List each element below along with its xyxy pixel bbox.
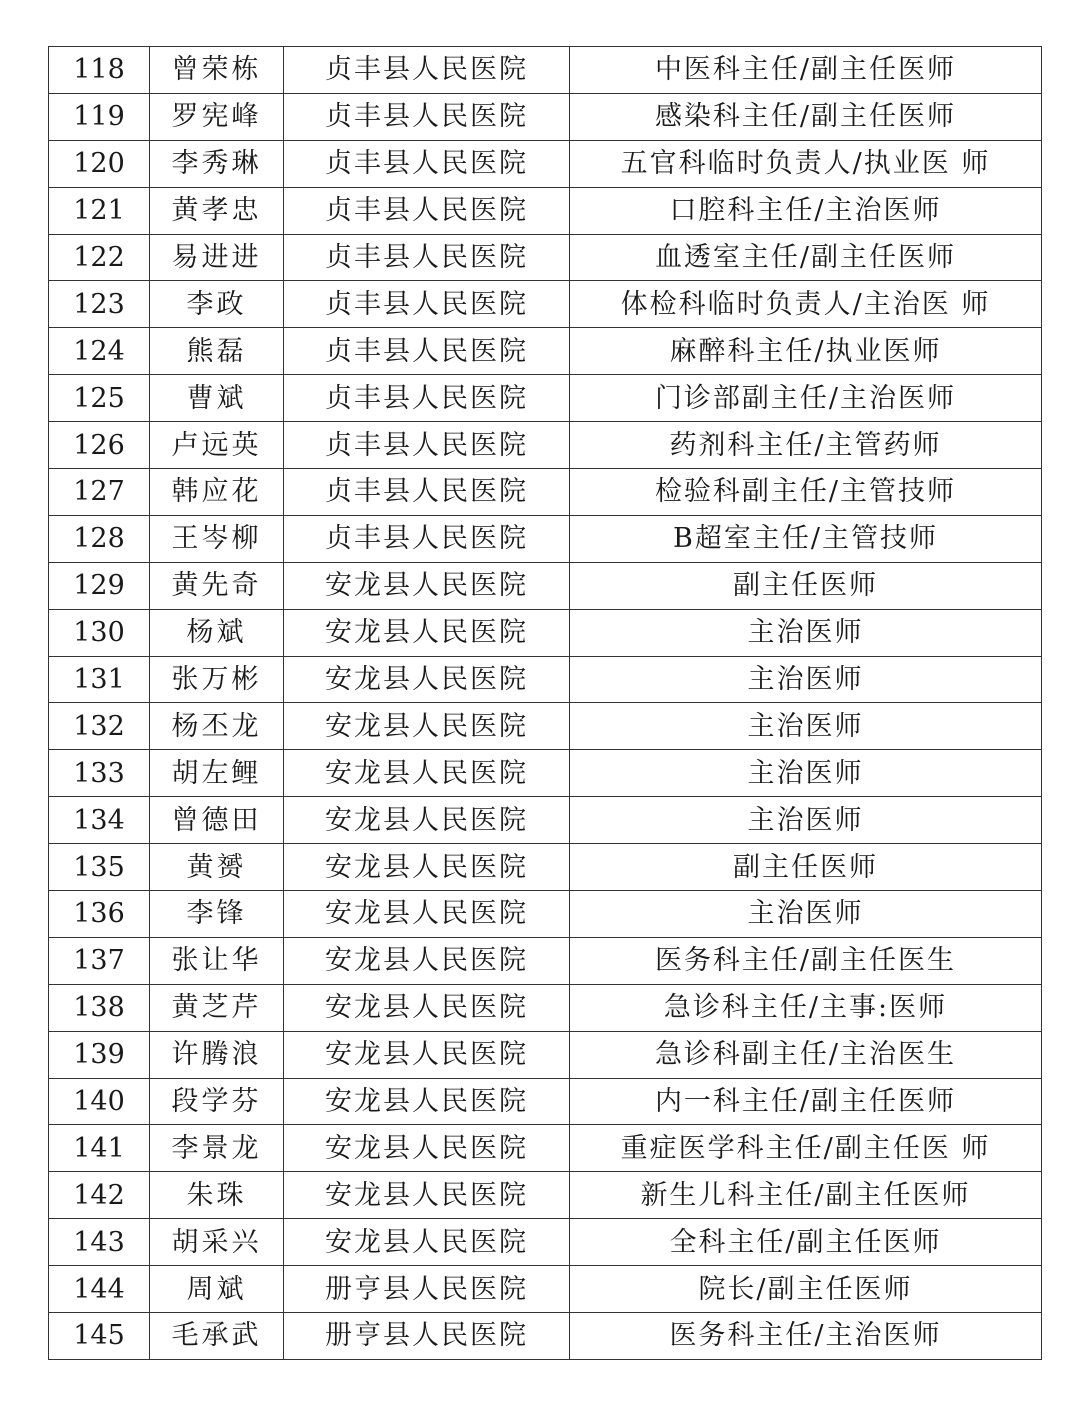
table-row: [49, 750, 1042, 797]
hospital-cell: 安龙县人民医院: [284, 1172, 570, 1219]
serial-number-cell: 127: [49, 469, 150, 516]
table-row: [49, 937, 1042, 984]
hospital-cell: 安龙县人民医院: [284, 562, 570, 609]
table-row: [49, 422, 1042, 469]
table-row: [49, 1125, 1042, 1172]
person-name-cell: 韩应花: [150, 469, 284, 516]
hospital-cell: 贞丰县人民医院: [284, 375, 570, 422]
serial-number-cell: 137: [49, 937, 150, 984]
hospital-cell: 安龙县人民医院: [284, 891, 570, 938]
table-row: [49, 93, 1042, 140]
table-row: [49, 609, 1042, 656]
table-row: [49, 984, 1042, 1031]
hospital-cell: 贞丰县人民医院: [284, 47, 570, 94]
position-title-cell: 急诊科主任/主事:医师: [570, 984, 1042, 1031]
serial-number-cell: 119: [49, 93, 150, 140]
person-name-cell: 罗宪峰: [150, 93, 284, 140]
person-name-cell: 黄芝芹: [150, 984, 284, 1031]
person-name-cell: 朱珠: [150, 1172, 284, 1219]
person-name-cell: 黄先奇: [150, 562, 284, 609]
staff-roster-table: [48, 46, 1042, 1360]
table-row: [49, 328, 1042, 375]
position-title-cell: B超室主任/主管技师: [570, 515, 1042, 562]
person-name-cell: 张让华: [150, 937, 284, 984]
table-row: [49, 47, 1042, 94]
table-row: [49, 187, 1042, 234]
table-row: [49, 1266, 1042, 1313]
serial-number-cell: 136: [49, 891, 150, 938]
serial-number-cell: 138: [49, 984, 150, 1031]
hospital-cell: 贞丰县人民医院: [284, 515, 570, 562]
serial-number-cell: 129: [49, 562, 150, 609]
position-title-cell: 主治医师: [570, 609, 1042, 656]
position-title-cell: 内一科主任/副主任医师: [570, 1078, 1042, 1125]
serial-number-cell: 126: [49, 422, 150, 469]
table-row: [49, 1172, 1042, 1219]
position-title-cell: 院长/副主任医师: [570, 1266, 1042, 1313]
position-title-cell: 感染科主任/副主任医师: [570, 93, 1042, 140]
person-name-cell: 李锋: [150, 891, 284, 938]
table-row: [49, 656, 1042, 703]
serial-number-cell: 124: [49, 328, 150, 375]
table-row: [49, 281, 1042, 328]
hospital-cell: 安龙县人民医院: [284, 609, 570, 656]
table-row: [49, 1078, 1042, 1125]
serial-number-cell: 125: [49, 375, 150, 422]
person-name-cell: 曾德田: [150, 797, 284, 844]
person-name-cell: 毛承武: [150, 1313, 284, 1360]
serial-number-cell: 142: [49, 1172, 150, 1219]
person-name-cell: 李景龙: [150, 1125, 284, 1172]
table-row: [49, 1313, 1042, 1360]
hospital-cell: 贞丰县人民医院: [284, 469, 570, 516]
roster-body: [49, 47, 1042, 1360]
serial-number-cell: 145: [49, 1313, 150, 1360]
hospital-cell: 安龙县人民医院: [284, 984, 570, 1031]
serial-number-cell: 132: [49, 703, 150, 750]
hospital-cell: 安龙县人民医院: [284, 844, 570, 891]
serial-number-cell: 144: [49, 1266, 150, 1313]
hospital-cell: 贞丰县人民医院: [284, 234, 570, 281]
position-title-cell: 五官科临时负责人/执业医 师: [570, 140, 1042, 187]
person-name-cell: 许腾浪: [150, 1031, 284, 1078]
position-title-cell: 中医科主任/副主任医师: [570, 47, 1042, 94]
position-title-cell: 检验科副主任/主管技师: [570, 469, 1042, 516]
position-title-cell: 主治医师: [570, 703, 1042, 750]
position-title-cell: 主治医师: [570, 656, 1042, 703]
table-row: [49, 1219, 1042, 1266]
table-row: [49, 515, 1042, 562]
hospital-cell: 贞丰县人民医院: [284, 422, 570, 469]
position-title-cell: 医务科主任/副主任医生: [570, 937, 1042, 984]
person-name-cell: 易进进: [150, 234, 284, 281]
table-row: [49, 234, 1042, 281]
hospital-cell: 贞丰县人民医院: [284, 93, 570, 140]
table-row: [49, 1031, 1042, 1078]
person-name-cell: 杨丕龙: [150, 703, 284, 750]
hospital-cell: 贞丰县人民医院: [284, 187, 570, 234]
table-row: [49, 891, 1042, 938]
position-title-cell: 血透室主任/副主任医师: [570, 234, 1042, 281]
serial-number-cell: 141: [49, 1125, 150, 1172]
table-row: [49, 375, 1042, 422]
hospital-cell: 安龙县人民医院: [284, 797, 570, 844]
table-row: [49, 562, 1042, 609]
position-title-cell: 口腔科主任/主治医师: [570, 187, 1042, 234]
hospital-cell: 贞丰县人民医院: [284, 140, 570, 187]
hospital-cell: 安龙县人民医院: [284, 1031, 570, 1078]
person-name-cell: 李秀琳: [150, 140, 284, 187]
serial-number-cell: 134: [49, 797, 150, 844]
person-name-cell: 段学芬: [150, 1078, 284, 1125]
person-name-cell: 卢远英: [150, 422, 284, 469]
serial-number-cell: 128: [49, 515, 150, 562]
position-title-cell: 全科主任/副主任医师: [570, 1219, 1042, 1266]
table-row: [49, 797, 1042, 844]
position-title-cell: 麻醉科主任/执业医师: [570, 328, 1042, 375]
position-title-cell: 门诊部副主任/主治医师: [570, 375, 1042, 422]
position-title-cell: 医务科主任/主治医师: [570, 1313, 1042, 1360]
position-title-cell: 副主任医师: [570, 844, 1042, 891]
hospital-cell: 安龙县人民医院: [284, 1219, 570, 1266]
person-name-cell: 胡采兴: [150, 1219, 284, 1266]
serial-number-cell: 123: [49, 281, 150, 328]
position-title-cell: 新生儿科主任/副主任医师: [570, 1172, 1042, 1219]
serial-number-cell: 133: [49, 750, 150, 797]
person-name-cell: 黄孝忠: [150, 187, 284, 234]
position-title-cell: 重症医学科主任/副主任医 师: [570, 1125, 1042, 1172]
person-name-cell: 熊磊: [150, 328, 284, 375]
position-title-cell: 主治医师: [570, 891, 1042, 938]
hospital-cell: 册亨县人民医院: [284, 1313, 570, 1360]
position-title-cell: 药剂科主任/主管药师: [570, 422, 1042, 469]
table-row: [49, 140, 1042, 187]
table-row: [49, 703, 1042, 750]
hospital-cell: 册亨县人民医院: [284, 1266, 570, 1313]
serial-number-cell: 121: [49, 187, 150, 234]
hospital-cell: 贞丰县人民医院: [284, 281, 570, 328]
hospital-cell: 安龙县人民医院: [284, 656, 570, 703]
person-name-cell: 周斌: [150, 1266, 284, 1313]
serial-number-cell: 143: [49, 1219, 150, 1266]
serial-number-cell: 135: [49, 844, 150, 891]
position-title-cell: 主治医师: [570, 797, 1042, 844]
position-title-cell: 主治医师: [570, 750, 1042, 797]
table-row: [49, 469, 1042, 516]
serial-number-cell: 130: [49, 609, 150, 656]
position-title-cell: 体检科临时负责人/主治医 师: [570, 281, 1042, 328]
hospital-cell: 安龙县人民医院: [284, 1078, 570, 1125]
person-name-cell: 曹斌: [150, 375, 284, 422]
hospital-cell: 安龙县人民医院: [284, 703, 570, 750]
serial-number-cell: 140: [49, 1078, 150, 1125]
serial-number-cell: 120: [49, 140, 150, 187]
person-name-cell: 王岑柳: [150, 515, 284, 562]
serial-number-cell: 139: [49, 1031, 150, 1078]
hospital-cell: 安龙县人民医院: [284, 750, 570, 797]
hospital-cell: 安龙县人民医院: [284, 937, 570, 984]
hospital-cell: 安龙县人民医院: [284, 1125, 570, 1172]
table-row: [49, 844, 1042, 891]
person-name-cell: 曾荣栋: [150, 47, 284, 94]
person-name-cell: 杨斌: [150, 609, 284, 656]
hospital-cell: 贞丰县人民医院: [284, 328, 570, 375]
person-name-cell: 胡左鲤: [150, 750, 284, 797]
person-name-cell: 张万彬: [150, 656, 284, 703]
position-title-cell: 急诊科副主任/主治医生: [570, 1031, 1042, 1078]
serial-number-cell: 118: [49, 47, 150, 94]
person-name-cell: 李政: [150, 281, 284, 328]
serial-number-cell: 122: [49, 234, 150, 281]
position-title-cell: 副主任医师: [570, 562, 1042, 609]
serial-number-cell: 131: [49, 656, 150, 703]
person-name-cell: 黄赟: [150, 844, 284, 891]
